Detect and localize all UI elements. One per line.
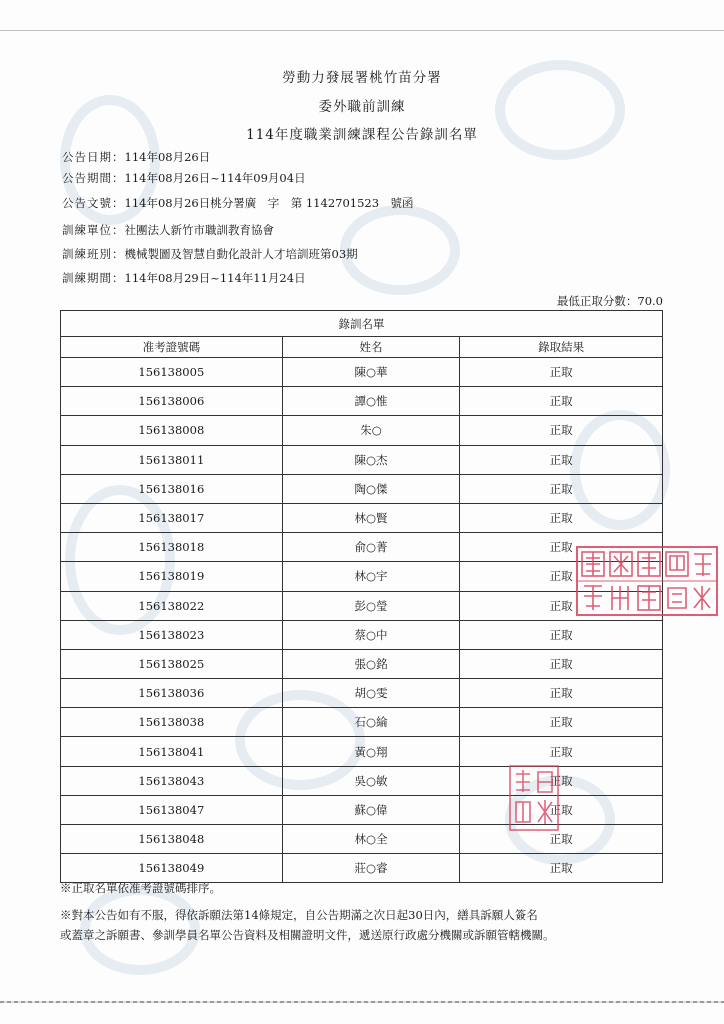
exam-number-cell: 156138016 bbox=[61, 474, 283, 503]
name-cell: 朱○ bbox=[282, 416, 460, 445]
meta-training-unit bbox=[62, 222, 274, 238]
table-row bbox=[61, 708, 663, 737]
meta-value: 114年08月26日~114年09月04日 bbox=[124, 171, 306, 185]
result-cell: 正取 bbox=[460, 795, 663, 824]
meta-label: 訓練期間： bbox=[62, 271, 125, 285]
name-cell: 張○銘 bbox=[282, 649, 460, 678]
name-cell: 吳○敏 bbox=[282, 766, 460, 795]
meta-training-period bbox=[62, 270, 306, 286]
meta-label: 訓練班別： bbox=[62, 247, 125, 261]
result-cell: 正取 bbox=[460, 737, 663, 766]
name-cell: 譚○惟 bbox=[282, 387, 460, 416]
result-cell: 正取 bbox=[460, 358, 663, 387]
appeal-note-line-1: ※對本公告如有不服，得依訴願法第14條規定，自公告期滿之次日起30日內，繕具訴願人簽名 bbox=[60, 908, 538, 922]
table-row bbox=[61, 766, 663, 795]
minimum-score: 最低正取分數：70.0 bbox=[556, 294, 663, 308]
sort-note: ※正取名單依准考證號碼排序。 bbox=[60, 881, 221, 895]
exam-number-cell: 156138008 bbox=[61, 416, 283, 445]
name-cell: 蘇○偉 bbox=[282, 795, 460, 824]
table-row bbox=[61, 620, 663, 649]
table-row bbox=[61, 825, 663, 854]
roster-table bbox=[60, 310, 663, 883]
name-cell: 莊○睿 bbox=[282, 854, 460, 883]
meta-value: 114年08月26日桃分署廣 字 第 1142701523 號函 bbox=[124, 196, 414, 210]
exam-number-cell: 156138047 bbox=[61, 795, 283, 824]
name-cell: 胡○雯 bbox=[282, 679, 460, 708]
name-cell: 彭○瑩 bbox=[282, 591, 460, 620]
result-cell: 正取 bbox=[460, 825, 663, 854]
result-cell: 正取 bbox=[460, 679, 663, 708]
table-row bbox=[61, 533, 663, 562]
exam-number-cell: 156138025 bbox=[61, 649, 283, 678]
meta-value: 社團法人新竹市職訓教育協會 bbox=[124, 223, 274, 237]
table-row bbox=[61, 445, 663, 474]
name-cell: 林○全 bbox=[282, 825, 460, 854]
bottom-rule bbox=[0, 1001, 724, 1003]
name-cell: 陳○華 bbox=[282, 358, 460, 387]
table-row bbox=[61, 795, 663, 824]
result-cell: 正取 bbox=[460, 766, 663, 795]
exam-number-cell: 156138022 bbox=[61, 591, 283, 620]
exam-number-cell: 156138041 bbox=[61, 737, 283, 766]
meta-label: 訓練單位： bbox=[62, 223, 125, 237]
name-cell: 蔡○中 bbox=[282, 620, 460, 649]
appeal-note-line-2: 或蓋章之訴願書、參訓學員名單公告資料及相關證明文件，遞送原行政處分機關或訴願管轄機關。 bbox=[60, 928, 555, 942]
name-cell: 陶○傑 bbox=[282, 474, 460, 503]
official-seal-stamp bbox=[574, 544, 720, 618]
table-row bbox=[61, 474, 663, 503]
result-cell: 正取 bbox=[460, 649, 663, 678]
document-title: 114年度職業訓練課程公告錄訓名單 bbox=[246, 127, 478, 143]
result-cell: 正取 bbox=[460, 562, 663, 591]
meta-value: 114年08月26日 bbox=[124, 150, 211, 164]
exam-number-cell: 156138011 bbox=[61, 445, 283, 474]
table-row bbox=[61, 737, 663, 766]
column-header-result: 錄取結果 bbox=[460, 337, 663, 358]
name-cell: 林○宇 bbox=[282, 562, 460, 591]
exam-number-cell: 156138036 bbox=[61, 679, 283, 708]
result-cell: 正取 bbox=[460, 503, 663, 532]
result-cell: 正取 bbox=[460, 445, 663, 474]
roster-caption: 錄訓名單 bbox=[61, 311, 663, 337]
table-row bbox=[61, 562, 663, 591]
column-header-exam-number: 准考證號碼 bbox=[61, 337, 283, 358]
table-row bbox=[61, 387, 663, 416]
exam-number-cell: 156138005 bbox=[61, 358, 283, 387]
table-row bbox=[61, 416, 663, 445]
column-header-name: 姓名 bbox=[282, 337, 460, 358]
name-cell: 黃○翔 bbox=[282, 737, 460, 766]
name-cell: 林○賢 bbox=[282, 503, 460, 532]
training-type: 委外職前訓練 bbox=[318, 99, 406, 115]
exam-number-cell: 156138038 bbox=[61, 708, 283, 737]
exam-number-cell: 156138048 bbox=[61, 825, 283, 854]
meta-label: 公告文號： bbox=[62, 196, 125, 210]
result-cell: 正取 bbox=[460, 708, 663, 737]
table-row bbox=[61, 854, 663, 883]
exam-number-cell: 156138023 bbox=[61, 620, 283, 649]
top-rule bbox=[0, 30, 724, 31]
exam-number-cell: 156138043 bbox=[61, 766, 283, 795]
result-cell: 正取 bbox=[460, 854, 663, 883]
result-cell: 正取 bbox=[460, 387, 663, 416]
meta-announce-date bbox=[62, 149, 210, 165]
exam-number-cell: 156138019 bbox=[61, 562, 283, 591]
exam-number-cell: 156138049 bbox=[61, 854, 283, 883]
meta-document-number bbox=[62, 195, 414, 211]
name-cell: 陳○杰 bbox=[282, 445, 460, 474]
result-cell: 正取 bbox=[460, 620, 663, 649]
exam-number-cell: 156138017 bbox=[61, 503, 283, 532]
result-cell: 正取 bbox=[460, 416, 663, 445]
table-row bbox=[61, 358, 663, 387]
name-cell: 石○綸 bbox=[282, 708, 460, 737]
table-row bbox=[61, 591, 663, 620]
result-cell: 正取 bbox=[460, 474, 663, 503]
table-row bbox=[61, 649, 663, 678]
meta-label: 公告日期： bbox=[62, 150, 125, 164]
result-cell: 正取 bbox=[460, 591, 663, 620]
result-cell: 正取 bbox=[460, 533, 663, 562]
name-cell: 俞○菁 bbox=[282, 533, 460, 562]
small-seal-stamp bbox=[508, 764, 560, 832]
agency-title: 勞動力發展署桃竹苗分署 bbox=[282, 70, 442, 86]
exam-number-cell: 156138018 bbox=[61, 533, 283, 562]
table-row bbox=[61, 503, 663, 532]
meta-value: 機械製圖及智慧自動化設計人才培訓班第03期 bbox=[124, 247, 358, 261]
exam-number-cell: 156138006 bbox=[61, 387, 283, 416]
table-row bbox=[61, 679, 663, 708]
meta-label: 公告期間： bbox=[62, 171, 125, 185]
meta-announce-period bbox=[62, 170, 306, 186]
meta-value: 114年08月29日~114年11月24日 bbox=[124, 271, 306, 285]
meta-class-name bbox=[62, 246, 358, 262]
